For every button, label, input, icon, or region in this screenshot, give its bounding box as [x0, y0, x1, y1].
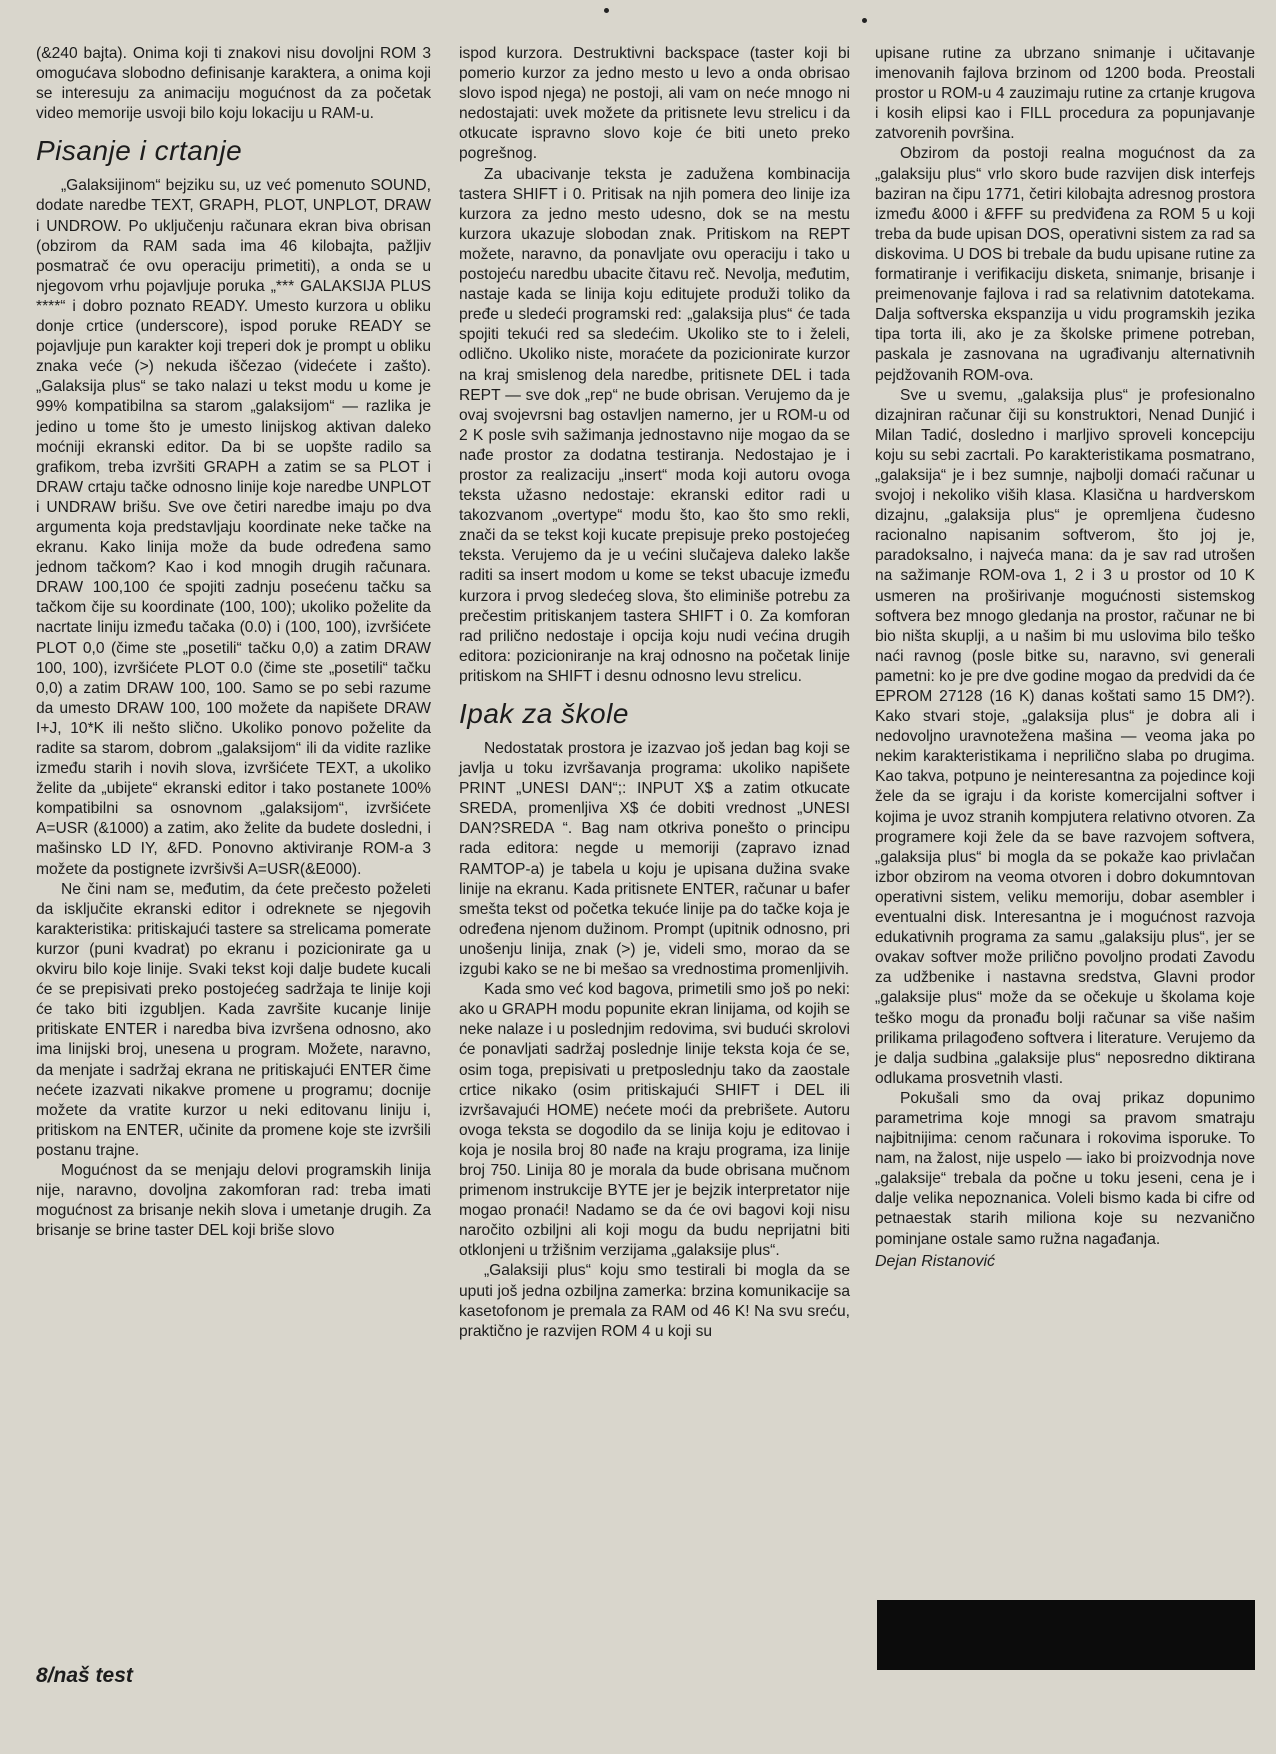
author-name: Dejan Ristanović	[875, 1252, 996, 1270]
paragraph: „Galaksiji plus“ koju smo testirali bi mogla da se uputi još jedna ozbiljna zamerka: brzina komunikacije sa kasetofonom je premala za RAM od 46 K! Na svu sreću, praktično je razvijen ROM 4 u koji su	[459, 1262, 850, 1340]
column-1	[36, 44, 431, 1241]
section-heading: Ipak za škole	[459, 698, 629, 729]
paragraph: (&240 bajta). Onima koji ti znakovi nisu dovoljni ROM 3 omogućava slobodno definisanje karaktera, a onima koji se interesuju za animaciju mogućnost da za početak video memorije usvoji bilo koju lokaciju u RAM-u.	[36, 45, 431, 123]
paragraph: Mogućnost da se menjaju delovi programskih linija nije, naravno, dovoljna zakomforan rad: treba imati mogućnost za brisanje nekih slova i umetanje drugih. Za brisanje se brine taster DEL koji briše slovo	[36, 1161, 431, 1240]
paragraph: Nedostatak prostora je izazvao još jedan bag koji se javlja u toku izvršavanja programa: ukoliko napišete PRINT „UNESI DAN“;: INPUT X$ a zatim otkucate SREDA, promenljiva X$ će dobiti vrednost „UNESI DAN?SREDA “. Bag nam otkriva ponešto o principu rada editora: negde u memoriji (zapravo iznad RAMTOP-a) je tabela u koju je upisana dužina svake linije na ekranu. Kada pritisnete ENTER, računar u bafer smešta tekst od početka tekuće linije pa do tačke koja je određena njenom dužinom. Prompt (upitnik odnosno, pri unošenju linija, znak (>) je, videli smo, morao da se izgubi kako se ne bi mešao sa vrednostima promenljivih.	[459, 740, 850, 979]
paragraph: ispod kurzora. Destruktivni backspace (taster koji bi pomerio kurzor za jedno mesto u levo a onda obrisao slovo ispod njega) ne postoji, ali vam on neće mnogo ni nedostajati: uvek možete da pritisnete levu strelicu i da otkucate ispravno slovo koje će biti uneto preko pogrešnog.	[459, 45, 850, 163]
column-2	[459, 44, 850, 1342]
print-speck	[604, 8, 609, 13]
black-box	[877, 1600, 1255, 1670]
paragraph: Za ubacivanje teksta je zadužena kombinacija tastera SHIFT i 0. Pritisak na njih pomera deo linije iza kurzora za jedno mesto udesno, dok se na mestu kurzora ukazuje slobodan znak. Pritiskom na REPT možete, naravno, da ponavljate ovu operaciju i tako u postojeću naredbu ubacite čitavu reč. Nevolja, međutim, nastaje kada se linija koju editujete produži toliko da pređe u sledeći programski red: „galaksija plus“ će tada spojiti tekući red sa sledećim. Ukoliko ste to i želeli, odlično. Ukoliko niste, moraćete da pozicionirate kurzor na kraj smislenog dela naredbe, pritisnete DEL i tada REPT — sve dok „rep“ ne bude obrisan. Verujemo da je ovaj svojevrsni bag ostavljen namerno, jer u ROM-u od 2 K posle svih sažimanja jednostavno nije mogao da se nađe prostor za dodatna testiranja. Nedostajao je i prostor za realizaciju „insert“ moda koji autoru ovoga teksta užasno nedostaje: ekranski editor radi u takozvanom „overtype“ modu što, kao što smo rekli, znači da se tekst koji kucate prepisuje preko postojećeg teksta. Verujemo da je u većini slučajeva daleko lakše raditi sa insert modom u kome se tekst ubacuje između kurzora i prvog sledećeg slova, što eliminiše potrebu za prečestim pritiskanjem tastera SHIFT i 0. Za komforan rad prilično nedostaje i opcija koju nudi većina drugih editora: pozicioniranje na kraj odnosno na početak linije pritiskom na SHIFT i desnu odnosno levu strelicu.	[459, 165, 850, 685]
page-footer: 8/naš test	[36, 1664, 133, 1687]
paragraph: Ne čini nam se, međutim, da ćete prečesto poželeti da isključite ekranski editor i odreknete se njegovih karakteristika: pritiskajući tastere sa strelicama pomerate kurzor (puni kvadrat) po ekranu i pozicionirate ga u okviru bilo koje linije. Svaki tekst koji dalje budete kucali će se prepisivati preko postojećeg sadržaja te linije koji će tako biti izgubljen. Kada završite kucanje linije pritiskate ENTER i naredba biva izvršena odnosno, ako ima linijski broj, unesena u program. Možete, naravno, da menjate i sadržaj ekrana ne pritiskajući ENTER čime nećete izazvati nikakve promene u programu; docnije možete da vratite kurzor u neki editovanu liniju i, pritiskom na ENTER, učinite da promene koje ste izvršili postanu trajne.	[36, 880, 431, 1159]
paragraph: Kada smo već kod bagova, primetili smo još po neki: ako u GRAPH modu popunite ekran linijama, od kojih se neke nalaze i u poslednjim redovima, svi budući skrolovi će ponavljati sadržaj poslednje linije teksta koja će se, osim toga, prepisivati u pretposlednju tako da zaostale crtice nikako (osim pritiskajući SHIFT i DEL ili izvršavajući HOME) nećete moći da prebrišete. Autoru ovoga teksta se dogodilo da se linija koju je editovao i koja je nosila broj 80 nađe na kraju programa, iza linije broj 750. Linija 80 je morala da bude obrisana mučnom primenom instrukcije BYTE jer je bejzik interpretator nije mogao pronaći! Nadamo se da će ovi bagovi koji nisu naročito ozbiljni ali koji mogu da budu neprijatni biti otklonjeni u tržišnim verzijama „galaksije plus“.	[459, 981, 850, 1260]
section-heading: Pisanje i crtanje	[36, 135, 243, 167]
column-3	[875, 44, 1255, 1272]
paragraph: upisane rutine za ubrzano snimanje i učitavanje imenovanih fajlova brzinom od 1200 boda. Preostali prostor u ROM-u 4 zauzimaju rutine za crtanje krugova i kosih elipsi kao i FILL procedura za popunjavanje zatvorenih površina.	[875, 45, 1255, 143]
paragraph: „Galaksijinom“ bejziku su, uz već pomenuto SOUND, dodate naredbe TEXT, GRAPH, PLOT, UNPLOT, DRAW i UNDROW. Po uključenju računara ekran biva obrisan (obzirom da RAM sada ima 46 kilobajta, pažljiv posmatrač će ovu operaciju primetiti), a onda se u njegovom vrhu pojavljuje poruka „*** GALAKSIJA PLUS ****“ i dobro poznato READY. Umesto kurzora u obliku donje crtice (underscore), ispod poruke READY se pojavljuje pun karakter koji treperi dok je prompt u obliku znaka veće (>) nekuda iščezao (videćete i zašto). „Galaksija plus“ se tako nalazi u tekst modu u kome je 99% kompatibilna sa starom „galaksijom“ — razlika je jedino u tome što je umesto linijskog aktivan daleko moćniji ekranski editor. Da bi se uopšte radilo sa grafikom, treba izvršiti GRAPH a zatim se sa PLOT i DRAW crtaju tačke odnosno linije koje naredbe UNPLOT i UNDRAW brišu. Sve ove četiri naredbe imaju po dva argumenta koja predstavljaju koordinate neke tačke na ekranu. Kako linija može da bude određena samo jednom tačkom? Kao i kod mnogih drugih računara. DRAW 100,100 će spojiti zadnju posećenu tačku sa tačkom čije su koordinate (100, 100); ukoliko poželite da nacrtate liniju između tačaka (0.0) i (100, 100), izvršićete PLOT 0,0 (čime ste „posetili“ tačku 0,0) a zatim DRAW 100, 100), izvršićete PLOT 0.0 (čime ste „posetili“ tačku 0,0) a zatim DRAW 100, 100. Samo se po sebi razume da umesto DRAW 100, 100 možete da napišete DRAW I+J, 10*K ili nešto slično. Ukoliko ponovo poželite da radite sa starom, dobrom „galaksijom“ ili da vidite razlike između starih i novih slova, izvršićete TEXT, a ukoliko želite da „ubijete“ ekranski editor i tako postanete 100% kompatibilni sa osnovnom „galaksijom“, izvršićete A=USR (&1000) a zatim, ako želite da budete dosledni, i mašinsko LD IY, &FD. Ponovno aktiviranje ROM-a 3 možete da postignete izvršivši A=USR(&E000).	[36, 177, 431, 878]
paragraph: Obzirom da postoji realna mogućnost da za „galaksiju plus“ vrlo skoro bude razvijen disk interfejs baziran na čipu 1771, četiri kilobajta adresnog prostora između &000 i &FFF su predviđena za ROM 5 u koji treba da bude upisan DOS, operativni sistem za rad sa diskovima. U DOS bi trebale da budu upisane rutine za formatiranje i verifikaciju disketa, snimanje, brisanje i preimenovanje fajlova i rad sa relativnim datotekama. Dalja softverska ekspanzija u vidu programskih jezika tipa torta ili, ako je za školske primene potreban, paskala je zasnovana na ugrađivanju alternativnih pejdžovanih ROM-ova.	[875, 145, 1255, 384]
paragraph: Pokušali smo da ovaj prikaz dopunimo parametrima koje mnogi sa pravom smatraju najbitnijima: cenom računara i rokovima isporuke. To nam, na žalost, nije uspelo — iako bi proizvodnja nove „galaksije“ trebala da počne u toku jeseni, cena je i dalje velika nepoznanica. Voleli bismo kada bi cifre od petnaestak starih miliona koje su nezvanično pominjane ostale samo ružna nagađanja.	[875, 1089, 1255, 1248]
paragraph: Sve u svemu, „galaksija plus“ je profesionalno dizajniran računar čiji su konstruktori, Nenad Dunjić i Milan Tadić, dosledno i marljivo sproveli koncepciju koju su sebi zacrtali. Po karakteristikama posmatrano, „galaksija“ je i bez sumnje, najbolji domaći računar u svojoj i nekoliko viših klasa. Klasična u hardverskom dizajnu, „galaksija plus“ je opremljena čudesno racionalno napisanim softverom, što joj je, paradoksalno, i najveća mana: da je sav rad utrošen na sažimanje ROM-ova 1, 2 i 3 u prostor od 10 K usmeren na proširivanje mogućnosti sistemskog softvera bez mnogo gledanja na prostor, računar ne bi bio ništa skuplji, a u našim bi mu uslovima bilo teško naći ravnog (posle bitke su, naravno, svi generali pametni: ko je pre dve godine mogao da predvidi da će EPROM 27128 (16 K) danas koštati samo 15 DM?). Kako stvari stoje, „galaksija plus“ je dobra ali i nedovoljno uravnotežena mašina — veoma jaka po nekim karakteristikama i neprilično slaba po drugima. Kao takva, potpuno je neinteresantna za pojedince koji žele da se igraju i da koriste komercijalni softver i kojima je uvoz stranih kompjutera relativno otvoren. Za programere koji žele da se bave razvojem softvera, „galaksija plus“ bi mogla da se pokaže kao privlačan izbor obzirom na veoma otvoren i dobro dokumntovan operativni sistem, veliku memoriju, dobar asembler i eventualni disk. Interesantna je i mogućnost razvoja edukativnih programa za samu „galaksiju plus“, jer se ovakav softver može prilično povoljno prodati Zavodu za udžbenike i nastavna sredstva, Glavni prodor „galaksije plus“ može da se očekuje u školama koje teško mogu da pronađu bolji računar sa više našim prilikama prilagođeno softvera i literature. Verujemo da je dalja sudbina „galaksije plus“ neposredno diktirana odlukama prosvetnih vlasti.	[875, 386, 1255, 1087]
print-speck	[862, 18, 867, 23]
